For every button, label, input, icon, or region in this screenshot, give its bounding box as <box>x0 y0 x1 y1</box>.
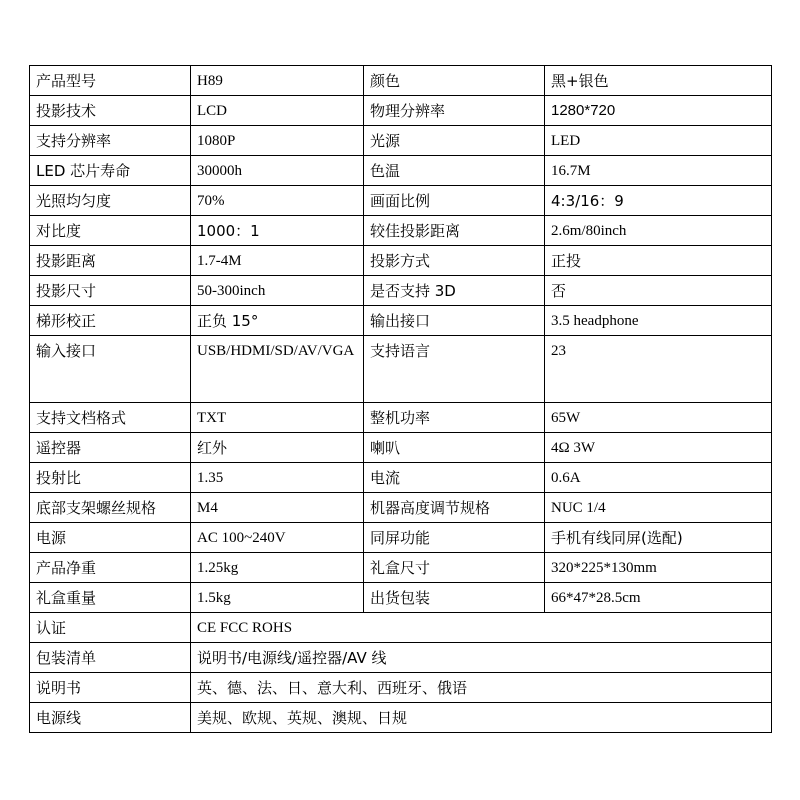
spec-value: USB/HDMI/SD/AV/VGA <box>191 336 364 403</box>
table-row <box>30 126 772 156</box>
spec-label: 输出接口 <box>364 306 545 336</box>
spec-value: 0.6A <box>545 463 772 493</box>
spec-label: 说明书 <box>30 673 191 703</box>
spec-value: 美规、欧规、英规、澳规、日规 <box>191 703 772 733</box>
spec-label: 光照均匀度 <box>30 186 191 216</box>
spec-value: 红外 <box>191 433 364 463</box>
table-row <box>30 463 772 493</box>
spec-label: 电源线 <box>30 703 191 733</box>
spec-value: 正投 <box>545 246 772 276</box>
spec-value: 1000：1 <box>191 216 364 246</box>
spec-label: 对比度 <box>30 216 191 246</box>
table-row <box>30 336 772 403</box>
spec-value: 否 <box>545 276 772 306</box>
spec-label: 产品净重 <box>30 553 191 583</box>
table-row <box>30 306 772 336</box>
spec-label: 颜色 <box>364 66 545 96</box>
spec-value: 1280*720 <box>545 96 772 126</box>
table-row <box>30 66 772 96</box>
spec-label: 色温 <box>364 156 545 186</box>
table-row <box>30 186 772 216</box>
spec-value: 说明书/电源线/遥控器/AV 线 <box>191 643 772 673</box>
spec-value: TXT <box>191 403 364 433</box>
spec-value: 23 <box>545 336 772 403</box>
spec-value: 2.6m/80inch <box>545 216 772 246</box>
spec-label: LED 芯片寿命 <box>30 156 191 186</box>
spec-value: 4Ω 3W <box>545 433 772 463</box>
spec-value: 65W <box>545 403 772 433</box>
spec-label: 支持文档格式 <box>30 403 191 433</box>
table-row <box>30 156 772 186</box>
spec-value: 1080P <box>191 126 364 156</box>
table-row <box>30 703 772 733</box>
spec-value: NUC 1/4 <box>545 493 772 523</box>
spec-value: LED <box>545 126 772 156</box>
table-row <box>30 613 772 643</box>
spec-label: 较佳投影距离 <box>364 216 545 246</box>
spec-value: 70% <box>191 186 364 216</box>
spec-label: 喇叭 <box>364 433 545 463</box>
spec-value: AC 100~240V <box>191 523 364 553</box>
spec-label: 遥控器 <box>30 433 191 463</box>
spec-label: 投影尺寸 <box>30 276 191 306</box>
spec-label: 投影方式 <box>364 246 545 276</box>
spec-value: M4 <box>191 493 364 523</box>
spec-label: 包装清单 <box>30 643 191 673</box>
spec-value: 16.7M <box>545 156 772 186</box>
spec-value: CE FCC ROHS <box>191 613 772 643</box>
spec-label: 电流 <box>364 463 545 493</box>
spec-value: 3.5 headphone <box>545 306 772 336</box>
spec-label: 产品型号 <box>30 66 191 96</box>
spec-label: 画面比例 <box>364 186 545 216</box>
table-row <box>30 276 772 306</box>
spec-label: 机器高度调节规格 <box>364 493 545 523</box>
spec-label: 出货包装 <box>364 583 545 613</box>
table-row <box>30 553 772 583</box>
spec-label: 输入接口 <box>30 336 191 403</box>
spec-label: 光源 <box>364 126 545 156</box>
table-row <box>30 673 772 703</box>
table-row <box>30 216 772 246</box>
spec-label: 支持语言 <box>364 336 545 403</box>
spec-value: 4:3/16：9 <box>545 186 772 216</box>
table-row <box>30 433 772 463</box>
spec-value: 1.7-4M <box>191 246 364 276</box>
spec-label: 同屏功能 <box>364 523 545 553</box>
spec-value: 1.35 <box>191 463 364 493</box>
spec-label: 支持分辨率 <box>30 126 191 156</box>
spec-value: 黑+银色 <box>545 66 772 96</box>
spec-value: 正负 15° <box>191 306 364 336</box>
table-row <box>30 96 772 126</box>
spec-value: LCD <box>191 96 364 126</box>
spec-label: 礼盒重量 <box>30 583 191 613</box>
spec-label: 物理分辨率 <box>364 96 545 126</box>
spec-label: 投影距离 <box>30 246 191 276</box>
spec-value: 手机有线同屏(选配) <box>545 523 772 553</box>
spec-value: 50-300inch <box>191 276 364 306</box>
table-row <box>30 583 772 613</box>
table-row <box>30 523 772 553</box>
table-row <box>30 493 772 523</box>
spec-table <box>29 65 772 733</box>
spec-value: 1.5kg <box>191 583 364 613</box>
spec-value: 66*47*28.5cm <box>545 583 772 613</box>
spec-value: 320*225*130mm <box>545 553 772 583</box>
spec-label: 梯形校正 <box>30 306 191 336</box>
spec-value: H89 <box>191 66 364 96</box>
spec-table-body <box>30 66 772 733</box>
spec-label: 礼盒尺寸 <box>364 553 545 583</box>
spec-label: 投影技术 <box>30 96 191 126</box>
spec-label: 投射比 <box>30 463 191 493</box>
table-row <box>30 246 772 276</box>
spec-value: 英、德、法、日、意大利、西班牙、俄语 <box>191 673 772 703</box>
table-row <box>30 403 772 433</box>
spec-value: 30000h <box>191 156 364 186</box>
spec-label: 认证 <box>30 613 191 643</box>
spec-label: 底部支架螺丝规格 <box>30 493 191 523</box>
spec-value: 1.25kg <box>191 553 364 583</box>
spec-label: 电源 <box>30 523 191 553</box>
table-row <box>30 643 772 673</box>
spec-label: 整机功率 <box>364 403 545 433</box>
spec-label: 是否支持 3D <box>364 276 545 306</box>
